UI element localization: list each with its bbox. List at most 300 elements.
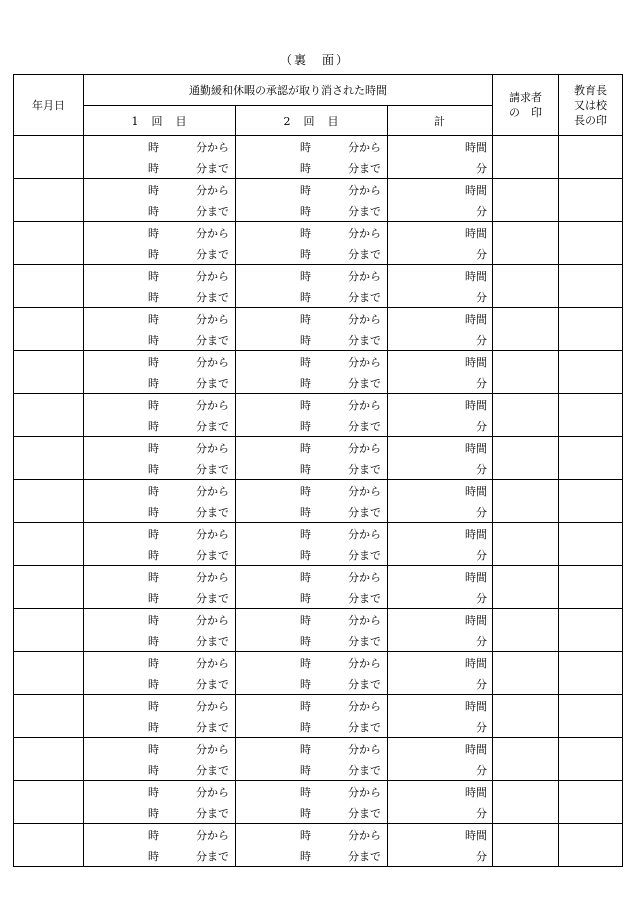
total-minutes-label: 分 bbox=[476, 807, 488, 820]
requester-seal-cell[interactable] bbox=[493, 824, 559, 867]
start-line bbox=[236, 610, 387, 631]
minute-from-label: 分から bbox=[196, 485, 229, 498]
start-line bbox=[84, 395, 235, 416]
hour-label: 時 bbox=[300, 227, 311, 240]
start-line bbox=[236, 524, 387, 545]
total-hours-line bbox=[388, 696, 492, 717]
second-time-cell[interactable] bbox=[236, 695, 388, 738]
requester-seal-label-2: の 印 bbox=[509, 106, 543, 119]
requester-seal-cell[interactable] bbox=[493, 222, 559, 265]
second-time-cell[interactable] bbox=[236, 351, 388, 394]
start-line bbox=[84, 524, 235, 545]
end-line bbox=[84, 373, 235, 394]
total-hours-label: 時間 bbox=[465, 141, 488, 154]
principal-seal-cell[interactable] bbox=[559, 308, 623, 351]
principal-seal-cell[interactable] bbox=[559, 394, 623, 437]
minute-until-label: 分まで bbox=[196, 377, 229, 390]
date-cell[interactable] bbox=[14, 222, 84, 265]
total-cell[interactable] bbox=[388, 265, 493, 308]
second-time-header: 2 回 目 bbox=[236, 106, 388, 136]
principal-seal-cell[interactable] bbox=[559, 609, 623, 652]
requester-seal-label-1: 請求者 bbox=[509, 91, 543, 104]
total-minutes-label: 分 bbox=[476, 635, 488, 648]
second-time-cell[interactable] bbox=[236, 523, 388, 566]
total-hours-line bbox=[388, 481, 492, 502]
date-cell[interactable] bbox=[14, 609, 84, 652]
first-time-cell[interactable] bbox=[84, 652, 236, 695]
total-cell[interactable] bbox=[388, 652, 493, 695]
total-minutes-line bbox=[388, 330, 492, 351]
second-time-cell[interactable] bbox=[236, 480, 388, 523]
requester-seal-cell[interactable] bbox=[493, 523, 559, 566]
total-hours-label: 時間 bbox=[465, 571, 488, 584]
minute-from-label: 分から bbox=[348, 657, 381, 670]
hour-label: 時 bbox=[148, 291, 159, 304]
first-time-cell[interactable] bbox=[84, 609, 236, 652]
minute-until-label: 分まで bbox=[348, 592, 381, 605]
total-cell[interactable] bbox=[388, 738, 493, 781]
hour-label: 時 bbox=[300, 807, 311, 820]
start-line bbox=[236, 782, 387, 803]
date-cell[interactable] bbox=[14, 480, 84, 523]
end-line bbox=[236, 330, 387, 351]
end-line bbox=[84, 803, 235, 824]
hour-label: 時 bbox=[148, 442, 159, 455]
start-line bbox=[236, 180, 387, 201]
end-line bbox=[84, 502, 235, 523]
requester-seal-cell[interactable] bbox=[493, 179, 559, 222]
total-cell[interactable] bbox=[388, 523, 493, 566]
minute-until-label: 分まで bbox=[196, 721, 229, 734]
table-row bbox=[14, 695, 623, 738]
minute-until-label: 分まで bbox=[196, 678, 229, 691]
total-hours-line bbox=[388, 524, 492, 545]
total-minutes-label: 分 bbox=[476, 549, 488, 562]
minute-until-label: 分まで bbox=[196, 248, 229, 261]
minute-from-label: 分から bbox=[196, 313, 229, 326]
total-minutes-line bbox=[388, 631, 492, 652]
hour-label: 時 bbox=[148, 420, 159, 433]
hour-label: 時 bbox=[148, 657, 159, 670]
total-cell[interactable] bbox=[388, 695, 493, 738]
end-line bbox=[236, 416, 387, 437]
minute-until-label: 分まで bbox=[348, 377, 381, 390]
second-time-cell[interactable] bbox=[236, 136, 388, 179]
minute-from-label: 分から bbox=[196, 528, 229, 541]
minute-until-label: 分まで bbox=[348, 162, 381, 175]
date-cell[interactable] bbox=[14, 781, 84, 824]
total-minutes-line bbox=[388, 416, 492, 437]
date-header: 年月日 bbox=[14, 75, 84, 136]
total-minutes-label: 分 bbox=[476, 377, 488, 390]
minute-from-label: 分から bbox=[348, 614, 381, 627]
requester-seal-cell[interactable] bbox=[493, 609, 559, 652]
principal-seal-cell[interactable] bbox=[559, 136, 623, 179]
hour-label: 時 bbox=[300, 592, 311, 605]
hour-label: 時 bbox=[148, 270, 159, 283]
end-line bbox=[84, 201, 235, 222]
total-hours-label: 時間 bbox=[465, 399, 488, 412]
total-minutes-line bbox=[388, 803, 492, 824]
first-time-cell[interactable] bbox=[84, 566, 236, 609]
total-hours-label: 時間 bbox=[465, 657, 488, 670]
hour-label: 時 bbox=[300, 764, 311, 777]
principal-seal-cell[interactable] bbox=[559, 265, 623, 308]
second-time-cell[interactable] bbox=[236, 179, 388, 222]
table-row bbox=[14, 781, 623, 824]
minute-until-label: 分まで bbox=[196, 635, 229, 648]
hour-label: 時 bbox=[300, 313, 311, 326]
total-hours-label: 時間 bbox=[465, 270, 488, 283]
total-cell[interactable] bbox=[388, 824, 493, 867]
first-time-cell[interactable] bbox=[84, 480, 236, 523]
hour-label: 時 bbox=[300, 721, 311, 734]
principal-seal-label-2: 又は校 bbox=[574, 98, 608, 112]
first-time-cell[interactable] bbox=[84, 179, 236, 222]
total-minutes-line bbox=[388, 760, 492, 781]
date-cell[interactable] bbox=[14, 265, 84, 308]
hour-label: 時 bbox=[300, 162, 311, 175]
second-time-cell[interactable] bbox=[236, 437, 388, 480]
start-line bbox=[84, 782, 235, 803]
hour-label: 時 bbox=[300, 678, 311, 691]
total-minutes-line bbox=[388, 201, 492, 222]
minute-until-label: 分まで bbox=[196, 334, 229, 347]
minute-until-label: 分まで bbox=[196, 807, 229, 820]
total-minutes-label: 分 bbox=[476, 420, 488, 433]
total-hours-line bbox=[388, 352, 492, 373]
minute-until-label: 分まで bbox=[348, 506, 381, 519]
end-line bbox=[84, 674, 235, 695]
hour-label: 時 bbox=[300, 248, 311, 261]
minute-from-label: 分から bbox=[348, 829, 381, 842]
total-cell[interactable] bbox=[388, 179, 493, 222]
date-cell[interactable] bbox=[14, 437, 84, 480]
minute-until-label: 分まで bbox=[196, 506, 229, 519]
hour-label: 時 bbox=[148, 614, 159, 627]
total-hours-line bbox=[388, 782, 492, 803]
hour-label: 時 bbox=[148, 248, 159, 261]
minute-from-label: 分から bbox=[196, 786, 229, 799]
date-cell[interactable] bbox=[14, 824, 84, 867]
requester-seal-cell[interactable] bbox=[493, 695, 559, 738]
minute-until-label: 分まで bbox=[196, 463, 229, 476]
requester-seal-cell[interactable] bbox=[493, 394, 559, 437]
total-cell[interactable] bbox=[388, 351, 493, 394]
minute-from-label: 分から bbox=[348, 141, 381, 154]
principal-seal-cell[interactable] bbox=[559, 695, 623, 738]
total-hours-line bbox=[388, 266, 492, 287]
table-row bbox=[14, 480, 623, 523]
minute-until-label: 分まで bbox=[348, 721, 381, 734]
second-time-cell[interactable] bbox=[236, 308, 388, 351]
requester-seal-cell[interactable] bbox=[493, 437, 559, 480]
requester-seal-cell[interactable] bbox=[493, 351, 559, 394]
total-cell[interactable] bbox=[388, 566, 493, 609]
end-line bbox=[236, 545, 387, 566]
hour-label: 時 bbox=[300, 141, 311, 154]
table-row bbox=[14, 523, 623, 566]
date-cell[interactable] bbox=[14, 179, 84, 222]
total-hours-label: 時間 bbox=[465, 786, 488, 799]
table-row bbox=[14, 351, 623, 394]
minute-until-label: 分まで bbox=[348, 850, 381, 863]
total-cell[interactable] bbox=[388, 437, 493, 480]
start-line bbox=[236, 309, 387, 330]
total-hours-line bbox=[388, 309, 492, 330]
hour-label: 時 bbox=[300, 205, 311, 218]
first-time-cell[interactable] bbox=[84, 437, 236, 480]
minute-from-label: 分から bbox=[348, 356, 381, 369]
end-line bbox=[236, 803, 387, 824]
hour-label: 時 bbox=[148, 356, 159, 369]
first-time-cell[interactable] bbox=[84, 695, 236, 738]
date-cell[interactable] bbox=[14, 652, 84, 695]
principal-seal-cell[interactable] bbox=[559, 738, 623, 781]
first-time-cell[interactable] bbox=[84, 308, 236, 351]
end-line bbox=[84, 760, 235, 781]
minute-from-label: 分から bbox=[348, 786, 381, 799]
hour-label: 時 bbox=[148, 807, 159, 820]
first-time-cell[interactable] bbox=[84, 738, 236, 781]
requester-seal-cell[interactable] bbox=[493, 738, 559, 781]
principal-seal-cell[interactable] bbox=[559, 652, 623, 695]
minute-from-label: 分から bbox=[348, 528, 381, 541]
second-time-cell[interactable] bbox=[236, 652, 388, 695]
date-cell[interactable] bbox=[14, 394, 84, 437]
hour-label: 時 bbox=[148, 184, 159, 197]
total-cell[interactable] bbox=[388, 308, 493, 351]
first-time-cell[interactable] bbox=[84, 136, 236, 179]
first-time-cell[interactable] bbox=[84, 394, 236, 437]
requester-seal-cell[interactable] bbox=[493, 566, 559, 609]
hour-label: 時 bbox=[148, 678, 159, 691]
total-minutes-line bbox=[388, 287, 492, 308]
date-cell[interactable] bbox=[14, 523, 84, 566]
start-line bbox=[84, 352, 235, 373]
total-hours-label: 時間 bbox=[465, 184, 488, 197]
requester-seal-cell[interactable] bbox=[493, 781, 559, 824]
minute-from-label: 分から bbox=[196, 399, 229, 412]
total-cell[interactable] bbox=[388, 394, 493, 437]
principal-seal-cell[interactable] bbox=[559, 437, 623, 480]
total-minutes-line bbox=[388, 674, 492, 695]
total-minutes-label: 分 bbox=[476, 721, 488, 734]
principal-seal-cell[interactable] bbox=[559, 480, 623, 523]
principal-seal-label-1: 教育長 bbox=[574, 83, 608, 97]
start-line bbox=[84, 696, 235, 717]
total-minutes-line bbox=[388, 244, 492, 265]
start-line bbox=[236, 653, 387, 674]
minute-from-label: 分から bbox=[348, 442, 381, 455]
total-hours-line bbox=[388, 825, 492, 846]
principal-seal-cell[interactable] bbox=[559, 179, 623, 222]
minute-until-label: 分まで bbox=[348, 463, 381, 476]
minute-until-label: 分まで bbox=[196, 205, 229, 218]
hour-label: 時 bbox=[148, 485, 159, 498]
total-cell[interactable] bbox=[388, 480, 493, 523]
start-line bbox=[236, 481, 387, 502]
minute-from-label: 分から bbox=[196, 743, 229, 756]
minute-until-label: 分まで bbox=[348, 549, 381, 562]
principal-seal-cell[interactable] bbox=[559, 824, 623, 867]
start-line bbox=[84, 481, 235, 502]
second-time-cell[interactable] bbox=[236, 781, 388, 824]
total-minutes-line bbox=[388, 373, 492, 394]
minute-from-label: 分から bbox=[348, 270, 381, 283]
total-hours-line bbox=[388, 438, 492, 459]
end-line bbox=[84, 459, 235, 480]
total-hours-line bbox=[388, 137, 492, 158]
end-line bbox=[236, 158, 387, 179]
table-row bbox=[14, 308, 623, 351]
hour-label: 時 bbox=[148, 700, 159, 713]
total-cell[interactable] bbox=[388, 781, 493, 824]
hour-label: 時 bbox=[300, 657, 311, 670]
minute-until-label: 分まで bbox=[196, 850, 229, 863]
end-line bbox=[236, 459, 387, 480]
first-time-cell[interactable] bbox=[84, 265, 236, 308]
date-cell[interactable] bbox=[14, 351, 84, 394]
minute-from-label: 分から bbox=[348, 399, 381, 412]
start-line bbox=[84, 309, 235, 330]
principal-seal-cell[interactable] bbox=[559, 566, 623, 609]
total-minutes-line bbox=[388, 545, 492, 566]
first-time-cell[interactable] bbox=[84, 781, 236, 824]
requester-seal-cell[interactable] bbox=[493, 265, 559, 308]
date-cell[interactable] bbox=[14, 695, 84, 738]
start-line bbox=[84, 266, 235, 287]
table-row bbox=[14, 265, 623, 308]
table-row bbox=[14, 566, 623, 609]
table-row bbox=[14, 179, 623, 222]
hour-label: 時 bbox=[148, 850, 159, 863]
start-line bbox=[84, 610, 235, 631]
hour-label: 時 bbox=[300, 485, 311, 498]
minute-until-label: 分まで bbox=[348, 420, 381, 433]
total-hours-label: 時間 bbox=[465, 442, 488, 455]
start-line bbox=[236, 395, 387, 416]
end-line bbox=[84, 588, 235, 609]
principal-seal-header bbox=[559, 75, 623, 136]
hour-label: 時 bbox=[300, 614, 311, 627]
first-time-cell[interactable] bbox=[84, 824, 236, 867]
end-line bbox=[236, 674, 387, 695]
end-line bbox=[84, 846, 235, 867]
first-time-header: 1 回 目 bbox=[84, 106, 236, 136]
minute-until-label: 分まで bbox=[348, 635, 381, 648]
start-line bbox=[236, 825, 387, 846]
end-line bbox=[236, 502, 387, 523]
minute-from-label: 分から bbox=[196, 571, 229, 584]
table-body bbox=[14, 136, 623, 867]
end-line bbox=[84, 717, 235, 738]
total-minutes-label: 分 bbox=[476, 850, 488, 863]
table-row bbox=[14, 222, 623, 265]
total-hours-label: 時間 bbox=[465, 313, 488, 326]
requester-seal-cell[interactable] bbox=[493, 480, 559, 523]
hour-label: 時 bbox=[300, 463, 311, 476]
first-time-cell[interactable] bbox=[84, 351, 236, 394]
minute-from-label: 分から bbox=[348, 485, 381, 498]
start-line bbox=[236, 266, 387, 287]
minute-until-label: 分まで bbox=[196, 291, 229, 304]
requester-seal-cell[interactable] bbox=[493, 136, 559, 179]
second-time-cell[interactable] bbox=[236, 824, 388, 867]
minute-until-label: 分まで bbox=[196, 592, 229, 605]
first-time-cell[interactable] bbox=[84, 523, 236, 566]
start-line bbox=[236, 223, 387, 244]
minute-from-label: 分から bbox=[196, 657, 229, 670]
hour-label: 時 bbox=[148, 764, 159, 777]
principal-seal-cell[interactable] bbox=[559, 351, 623, 394]
requester-seal-cell[interactable] bbox=[493, 652, 559, 695]
second-time-cell[interactable] bbox=[236, 738, 388, 781]
total-hours-line bbox=[388, 653, 492, 674]
requester-seal-cell[interactable] bbox=[493, 308, 559, 351]
date-cell[interactable] bbox=[14, 136, 84, 179]
minute-from-label: 分から bbox=[196, 270, 229, 283]
total-minutes-label: 分 bbox=[476, 162, 488, 175]
principal-seal-cell[interactable] bbox=[559, 781, 623, 824]
hour-label: 時 bbox=[300, 506, 311, 519]
minute-until-label: 分まで bbox=[348, 807, 381, 820]
table-row bbox=[14, 136, 623, 179]
total-hours-line bbox=[388, 395, 492, 416]
second-time-cell[interactable] bbox=[236, 609, 388, 652]
hour-label: 時 bbox=[148, 205, 159, 218]
cancelled-time-header: 通勤緩和休暇の承認が取り消された時間 bbox=[84, 75, 493, 106]
principal-seal-cell[interactable] bbox=[559, 523, 623, 566]
start-line bbox=[236, 739, 387, 760]
second-time-cell[interactable] bbox=[236, 222, 388, 265]
hour-label: 時 bbox=[300, 356, 311, 369]
total-cell[interactable] bbox=[388, 222, 493, 265]
table-row bbox=[14, 609, 623, 652]
second-time-cell[interactable] bbox=[236, 394, 388, 437]
total-minutes-label: 分 bbox=[476, 764, 488, 777]
start-line bbox=[84, 739, 235, 760]
total-cell[interactable] bbox=[388, 609, 493, 652]
total-minutes-label: 分 bbox=[476, 678, 488, 691]
hour-label: 時 bbox=[148, 743, 159, 756]
second-time-cell[interactable] bbox=[236, 566, 388, 609]
table-row bbox=[14, 652, 623, 695]
hour-label: 時 bbox=[300, 743, 311, 756]
date-cell[interactable] bbox=[14, 308, 84, 351]
minute-from-label: 分から bbox=[196, 700, 229, 713]
leave-cancellation-table bbox=[13, 74, 623, 867]
start-line bbox=[84, 137, 235, 158]
start-line bbox=[84, 653, 235, 674]
start-line bbox=[236, 696, 387, 717]
date-cell[interactable] bbox=[14, 738, 84, 781]
total-cell[interactable] bbox=[388, 136, 493, 179]
minute-from-label: 分から bbox=[196, 227, 229, 240]
date-cell[interactable] bbox=[14, 566, 84, 609]
total-minutes-line bbox=[388, 459, 492, 480]
start-line bbox=[84, 180, 235, 201]
minute-from-label: 分から bbox=[348, 700, 381, 713]
total-hours-line bbox=[388, 567, 492, 588]
second-time-cell[interactable] bbox=[236, 265, 388, 308]
hour-label: 時 bbox=[300, 700, 311, 713]
table-row bbox=[14, 394, 623, 437]
first-time-cell[interactable] bbox=[84, 222, 236, 265]
principal-seal-cell[interactable] bbox=[559, 222, 623, 265]
hour-label: 時 bbox=[148, 334, 159, 347]
hour-label: 時 bbox=[300, 850, 311, 863]
